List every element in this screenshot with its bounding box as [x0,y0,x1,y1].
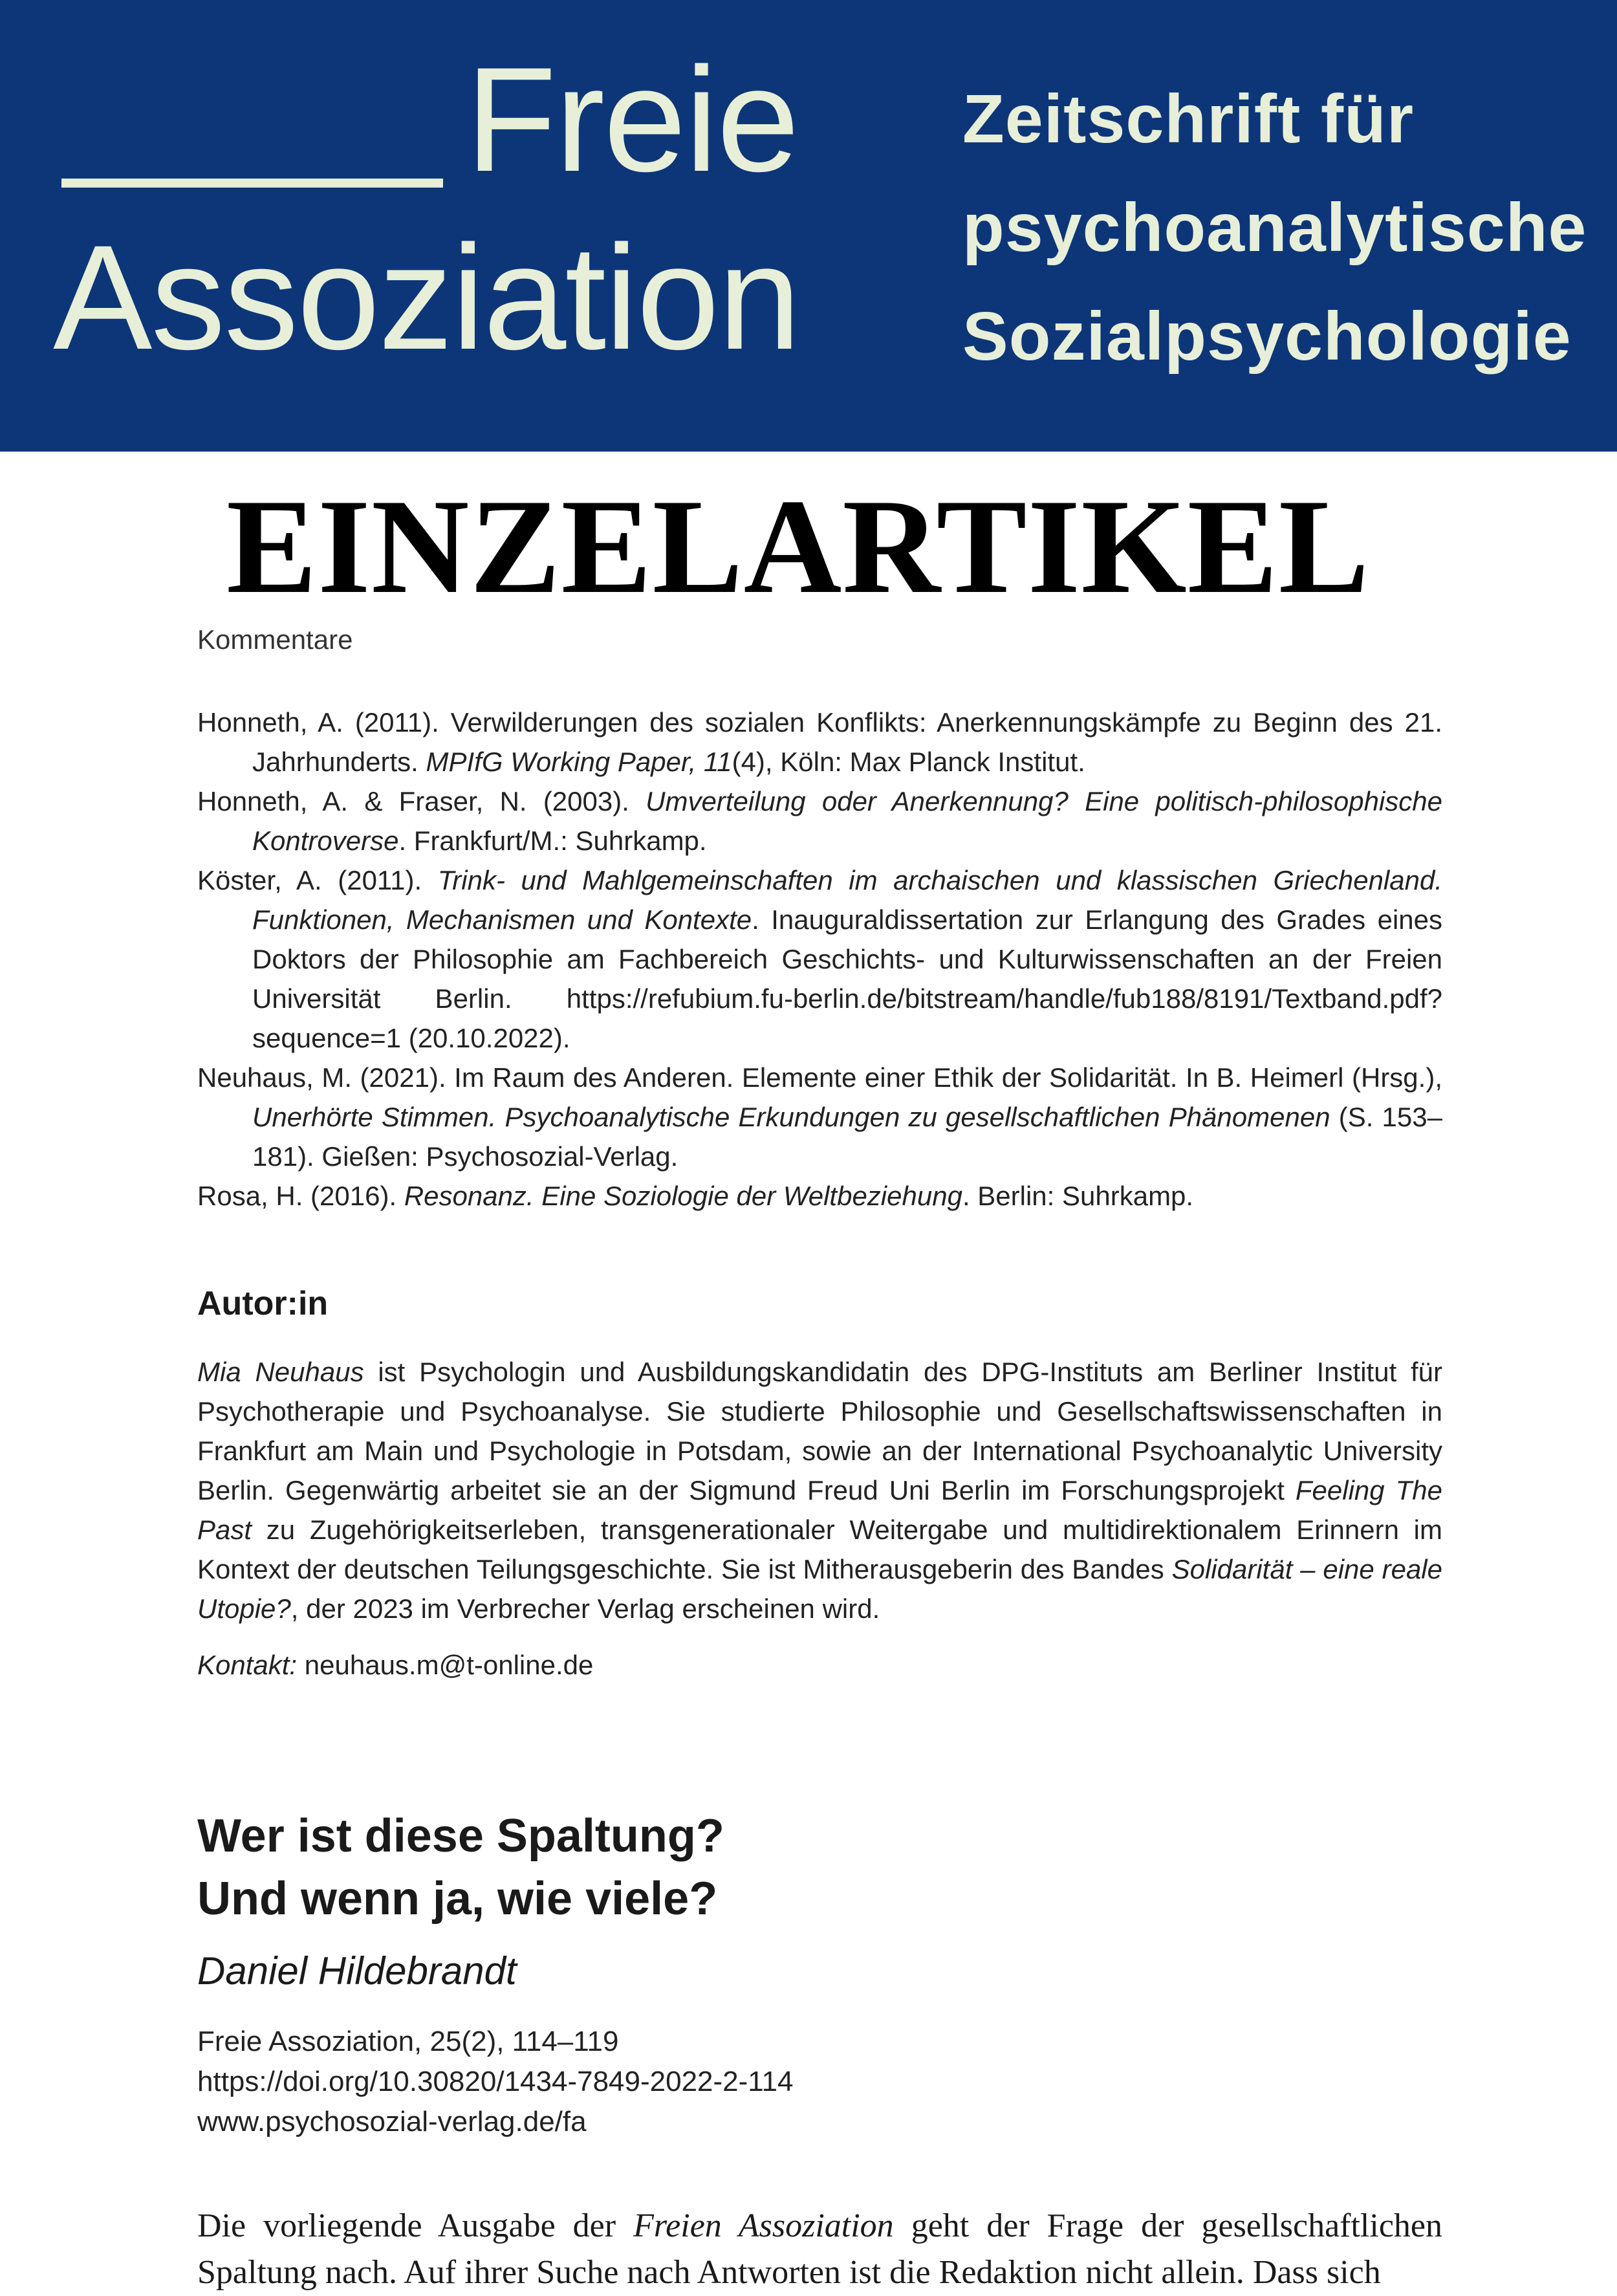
contact-email: neuhaus.m@t-online.de [297,1650,594,1680]
author-section-heading: Autor:in [197,1285,329,1322]
journal-subtitle [962,65,1587,391]
author-bio: Mia Neuhaus ist Psychologin und Ausbildungskandidatin des DPG-Instituts am Berliner Institut für Psychotherapie und Psychoanalyse. Sie studierte Philosophie und Gesellschaftswissenschaften in Frankfurt am Main und Psychologie in Potsdam, sowie an der International Psychoanalytic University Berlin. Gegenwärtig arbeitet sie an der Sigmund Freud Uni Berlin im Forschungsprojekt Feeling The Past zu Zugehörigkeitserleben, transgenerationaler Weitergabe und multidirektionalem Erinnern im Kontext der deutschen Teilungsgeschichte. Sie ist Mitherausgeberin des Bandes Solidarität – eine reale Utopie?, der 2023 im Verbrecher Verlag erscheinen wird. [197,1357,1443,1624]
journal-subtitle-line: Zeitschrift für [962,81,1415,157]
banner-rule [61,179,443,188]
reference-item: Köster, A. (2011). Trink- und Mahlgemeinschaften im archaischen und klassischen Griechenland. Funktionen, Mechanismen und Kontexte. Inauguraldissertation zur Erlangung des Grades eines Doktors der Philosophie am Fachbereich Geschichts- und Kulturwissenschaften an der Freien Universität Berlin. https://refubium.fu-berlin.de/bitstream/handle/fub188/8191/Textband.pdf?sequence=1 (20.10.2022). [197,865,1443,1053]
contact-label: Kontakt: [197,1650,298,1680]
article-author: Daniel Hildebrandt [197,1949,517,1993]
journal-title-assoziation: Assoziation [53,214,800,380]
section-label: Kommentare [197,624,353,655]
journal-banner [0,0,1617,452]
article-website: www.psychosozial-verlag.de/fa [197,2106,587,2137]
article-doi: https://doi.org/10.30820/1434-7849-2022-2-114 [197,2066,794,2097]
author-name: Mia Neuhaus [197,1357,364,1387]
article-title-line: Wer ist diese Spaltung? [197,1810,724,1862]
article-body: Die vorliegende Ausgabe der Freien Assoziation geht der Frage der gesellschaftlichen Spaltung nach. Auf ihrer Suche nach Antworten ist die Redaktion nicht allein. Dass sich [197,2207,1442,2291]
journal-name: Freien Assoziation [633,2207,894,2244]
book-title: Solidarität – eine reale Utopie? [197,1554,1442,1624]
journal-subtitle-line: psychoanalytische [962,190,1587,266]
reference-item: Neuhaus, M. (2021). Im Raum des Anderen. Elemente einer Ethik der Solidarität. In B. Heimerl (Hrsg.), Unerhörte Stimmen. Psychoanalytische Erkundungen zu gesellschaftlichen Phänomenen (S. 153–181). Gießen: Psychosozial-Verlag. [197,1062,1442,1172]
article-title-line: Und wenn ja, wie viele? [197,1873,718,1925]
reference-item: Rosa, H. (2016). Resonanz. Eine Soziologie der Weltbeziehung. Berlin: Suhrkamp. [197,1181,1194,1211]
page-heading: EINZELARTIKEL [226,472,1370,622]
article-title [197,1805,724,1930]
reference-item: Honneth, A. & Fraser, N. (2003). Umverteilung oder Anerkennung? Eine politisch-philosophische Kontroverse. Frankfurt/M.: Suhrkamp. [197,786,1443,856]
journal-title-freie: Freie [466,36,799,202]
reference-item: Honneth, A. (2011). Verwilderungen des sozialen Konflikts: Anerkennungskämpfe zu Beginn des 21. Jahrhunderts. MPIfG Working Paper, 11(4), Köln: Max Planck Institut. [197,707,1442,777]
article-metadata [197,2022,793,2142]
article-citation: Freie Assoziation, 25(2), 114–119 [197,2026,619,2057]
author-contact [197,1650,593,1681]
reference-list [197,703,1442,1216]
project-title: Feeling The Past [197,1475,1442,1545]
journal-subtitle-line: Sozialpsychologie [962,298,1572,375]
